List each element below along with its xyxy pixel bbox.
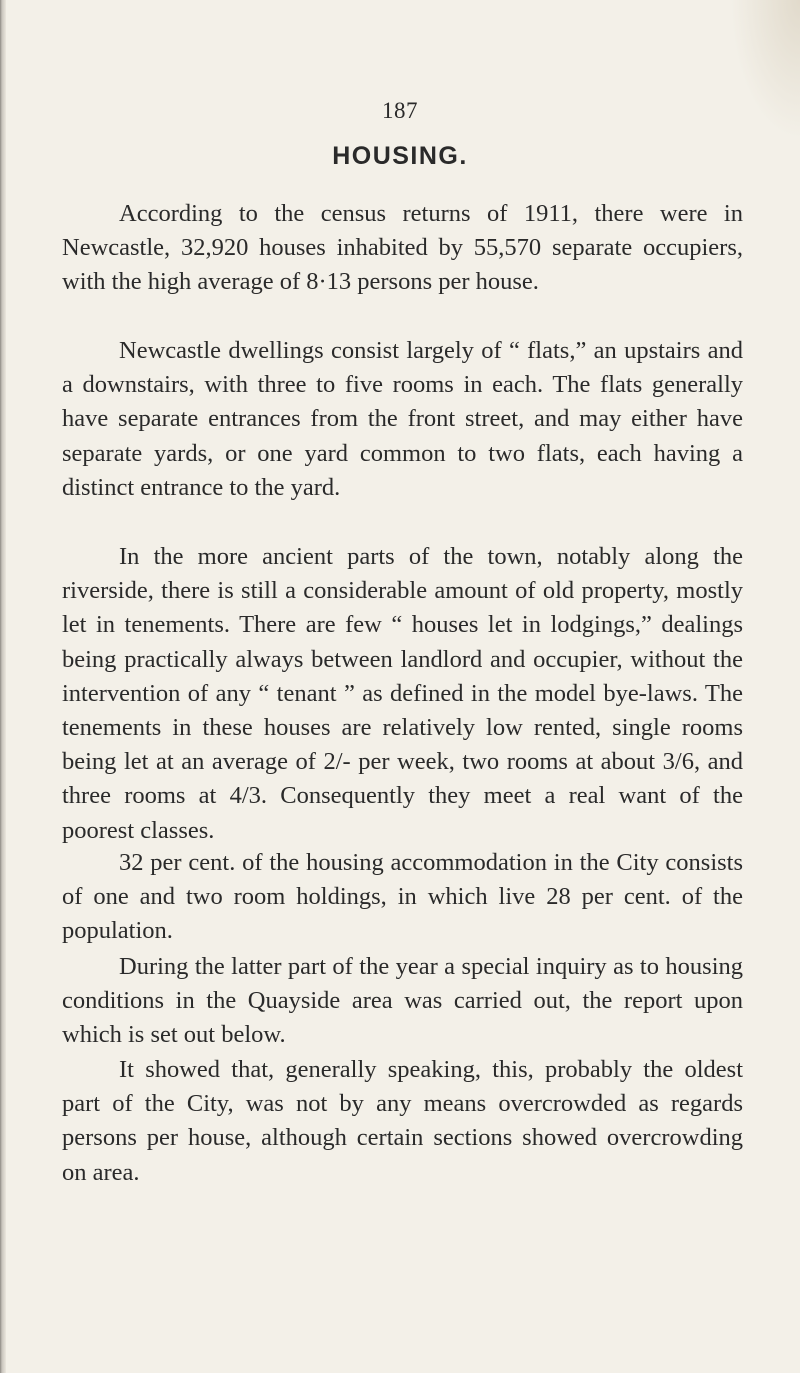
page-number: 187 xyxy=(382,98,418,123)
paragraph-tenements: In the more ancient parts of the town, notably along the riverside, there is still a considerable amount of old property, mostly let in tenements. There are few “ houses let in lodgings,” dealings being practically always between landlord and occupier, without the intervention of any “ tenant ” as defined in the model bye-laws. The tenements in these houses are relatively low rented, single rooms being let at an average of 2/- per week, two rooms at about 3/6, and three rooms at 4/3. Consequently they meet a real want of the poorest classes. xyxy=(62,543,743,844)
paragraph-findings: It showed that, generally speaking, this, probably the oldest part of the City, was not by any means overcrowded as regards persons per house, although certain sections showed overcrowding on area. xyxy=(62,1056,743,1186)
page-binding-edge xyxy=(0,0,6,1373)
paragraph-dwellings: Newcastle dwellings consist largely of “ flats,” an upstairs and a downstairs, with three to five rooms in each. The flats generally have separate entrances from the front street, and may either have separate yards, or one yard common to two flats, each having a distinct entrance to the yard. xyxy=(62,337,743,501)
section-heading: HOUSING. xyxy=(332,142,468,170)
paragraph-inquiry: During the latter part of the year a special inquiry as to housing conditions in the Quayside area was carried out, the report upon which is set out below. xyxy=(62,953,743,1049)
paragraph-holdings: 32 per cent. of the housing accommodation in the City consists of one and two room holdings, in which live 28 per cent. of the population. xyxy=(62,849,743,945)
paragraph-census: According to the census returns of 1911, there were in Newcastle, 32,920 houses inhabited by 55,570 separate occupiers, with the high average of 8·13 persons per house. xyxy=(62,200,743,296)
